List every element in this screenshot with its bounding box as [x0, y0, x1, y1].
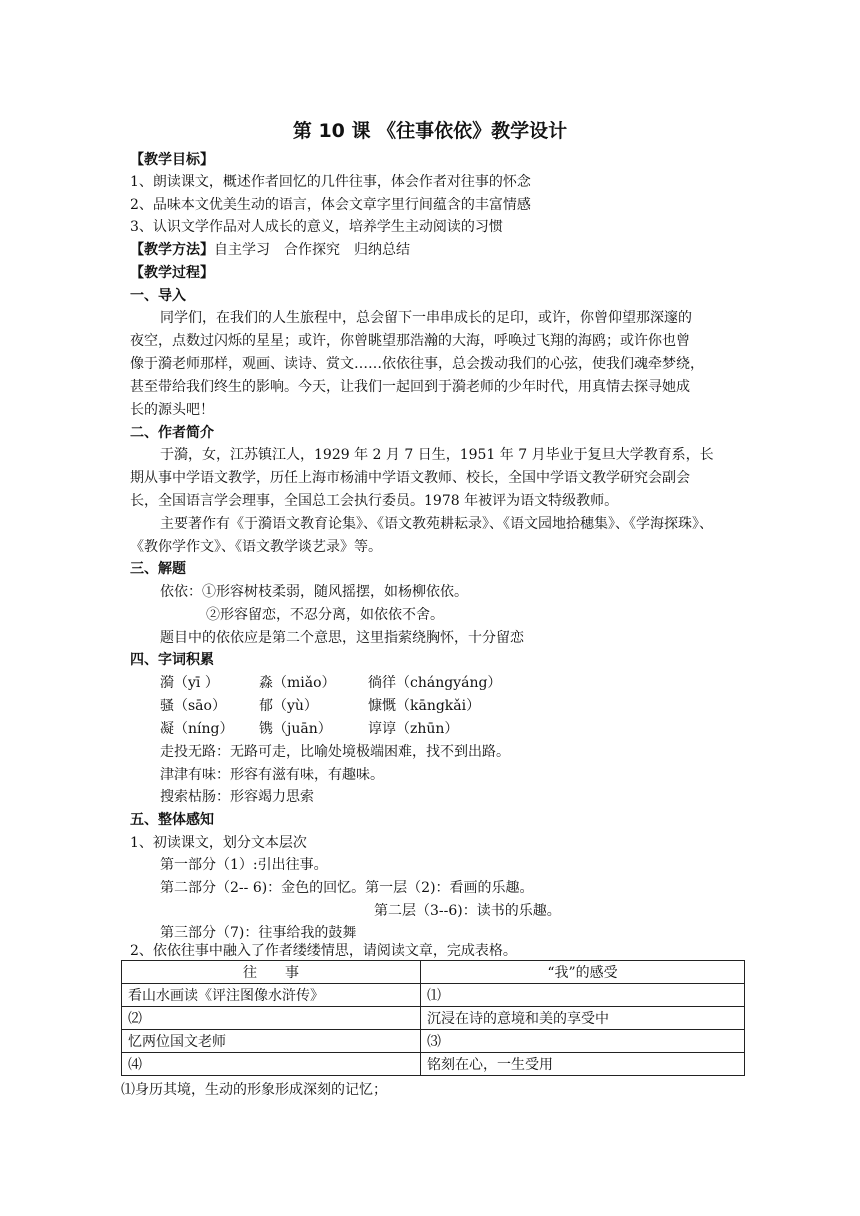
author-line: 于漪，女，江苏镇江人，1929 年 2 月 7 日生，1951 年 7 月毕业于复旦大学教育系，长	[160, 447, 714, 463]
part-line: 第一部分（1）:引出往事。	[160, 857, 328, 873]
memories-table	[121, 960, 745, 1076]
explain-line: ②形容留恋，不忍分离，如依依不舍。	[206, 607, 444, 623]
table-row	[122, 1007, 745, 1030]
idiom-line: 搜索枯肠：形容竭力思索	[160, 789, 314, 805]
vocab-word: 徜徉（chángyáng）	[368, 675, 502, 691]
goal-item: 2、品味本文优美生动的语言，体会文章字里行间蕴含的丰富情感	[130, 197, 531, 213]
table-cell: 沉浸在诗的意境和美的享受中	[421, 1007, 745, 1030]
table-row	[122, 1053, 745, 1076]
table-header-cell: 往 事	[122, 961, 421, 984]
goal-item: 3、认识文学作品对人成长的意义，培养学生主动阅读的习惯	[130, 219, 503, 235]
vocab-word: 淼（miǎo）	[259, 675, 336, 691]
intro-heading: 一、导入	[130, 288, 186, 304]
vocab-word: 郁（yù）	[259, 698, 318, 714]
vocab-word: 骚（sāo）	[160, 698, 226, 714]
vocab-word: 漪（yī ）	[160, 675, 219, 691]
table-cell: ⑴	[421, 984, 745, 1007]
table-cell: 看山水画读《评注图像水浒传》	[122, 984, 421, 1007]
methods-text: 自主学习 合作探究 归纳总结	[214, 242, 410, 258]
table-cell: 忆两位国文老师	[122, 1030, 421, 1053]
process-heading: 【教学过程】	[130, 265, 214, 281]
table-row	[122, 1030, 745, 1053]
intro-line: 夜空，点数过闪烁的星星；或许，你曾眺望那浩瀚的大海，呼唤过飞翔的海鸥；或许你也曾	[130, 333, 690, 349]
intro-line: 甚至带给我们终生的影响。今天，让我们一起回到于漪老师的少年时代，用真情去探寻她成	[130, 379, 690, 395]
part-line: 第三部分（7)：往事给我的鼓舞	[160, 925, 357, 941]
goals-heading: 【教学目标】	[130, 152, 214, 168]
author-heading: 二、作者简介	[130, 425, 214, 441]
page-title: 第 10 课 《往事依依》教学设计	[292, 120, 568, 142]
part-line: 第二层（3--6)：读书的乐趣。	[374, 903, 561, 919]
overall-heading: 五、整体感知	[130, 812, 214, 828]
explain-line: 题目中的依依应是第二个意思，这里指萦绕胸怀，十分留恋	[160, 630, 524, 646]
vocab-heading: 四、字词积累	[130, 652, 214, 668]
author-line: 期从事中学语文教学，历任上海市杨浦中学语文教师、校长，全国中学语文教学研究会副会	[130, 470, 690, 486]
vocab-word: 谆谆（zhūn）	[368, 721, 459, 737]
author-line: 主要著作有《于漪语文教育论集》、《语文教苑耕耘录》、《语文园地拾穗集》、《学海探珠》、	[160, 516, 713, 532]
vocab-word: 镌（juān）	[259, 721, 332, 737]
idiom-line: 走投无路：无路可走，比喻处境极端困难，找不到出路。	[160, 744, 510, 760]
author-line: 长，全国语言学会理事，全国总工会执行委员。1978 年被评为语文特级教师。	[130, 493, 619, 509]
methods-line	[130, 240, 410, 260]
intro-line: 同学们，在我们的人生旅程中，总会留下一串串成长的足印，或许，你曾仰望那深邃的	[160, 310, 692, 326]
overall-question: 2、依依往事中融入了作者缕缕情思，请阅读文章，完成表格。	[130, 943, 517, 959]
table-cell: ⑶	[421, 1030, 745, 1053]
table-cell: ⑵	[122, 1007, 421, 1030]
goal-item: 1、朗读课文，概述作者回忆的几件往事，体会作者对往事的怀念	[130, 174, 531, 190]
table-row	[122, 984, 745, 1007]
idiom-line: 津津有味：形容有滋有味，有趣味。	[160, 767, 384, 783]
intro-line: 长的源头吧！	[130, 402, 214, 418]
table-header-cell: “我”的感受	[421, 961, 745, 984]
vocab-word: 凝（níng）	[160, 721, 234, 737]
table-header-row	[122, 961, 745, 984]
vocab-word: 慷慨（kāngkǎi）	[368, 698, 481, 714]
part-line: 第二部分（2-- 6)：金色的回忆。第一层（2)：看画的乐趣。	[160, 880, 534, 896]
explain-line: 依依：①形容树枝柔弱，随风摇摆，如杨柳依依。	[160, 584, 468, 600]
answer-line: ⑴身历其境，生动的形象形成深刻的记忆；	[121, 1082, 387, 1098]
overall-question: 1、初读课文，划分文本层次	[130, 835, 307, 851]
methods-heading: 【教学方法】	[130, 242, 214, 258]
explain-heading: 三、解题	[130, 561, 186, 577]
intro-line: 像于漪老师那样，观画、读诗、赏文……依依往事，总会拨动我们的心弦，使我们魂牵梦绕，	[130, 356, 704, 372]
table-cell: ⑷	[122, 1053, 421, 1076]
table-cell: 铭刻在心，一生受用	[421, 1053, 745, 1076]
author-line: 《教你学作文》、《语文教学谈艺录》等。	[130, 539, 382, 555]
